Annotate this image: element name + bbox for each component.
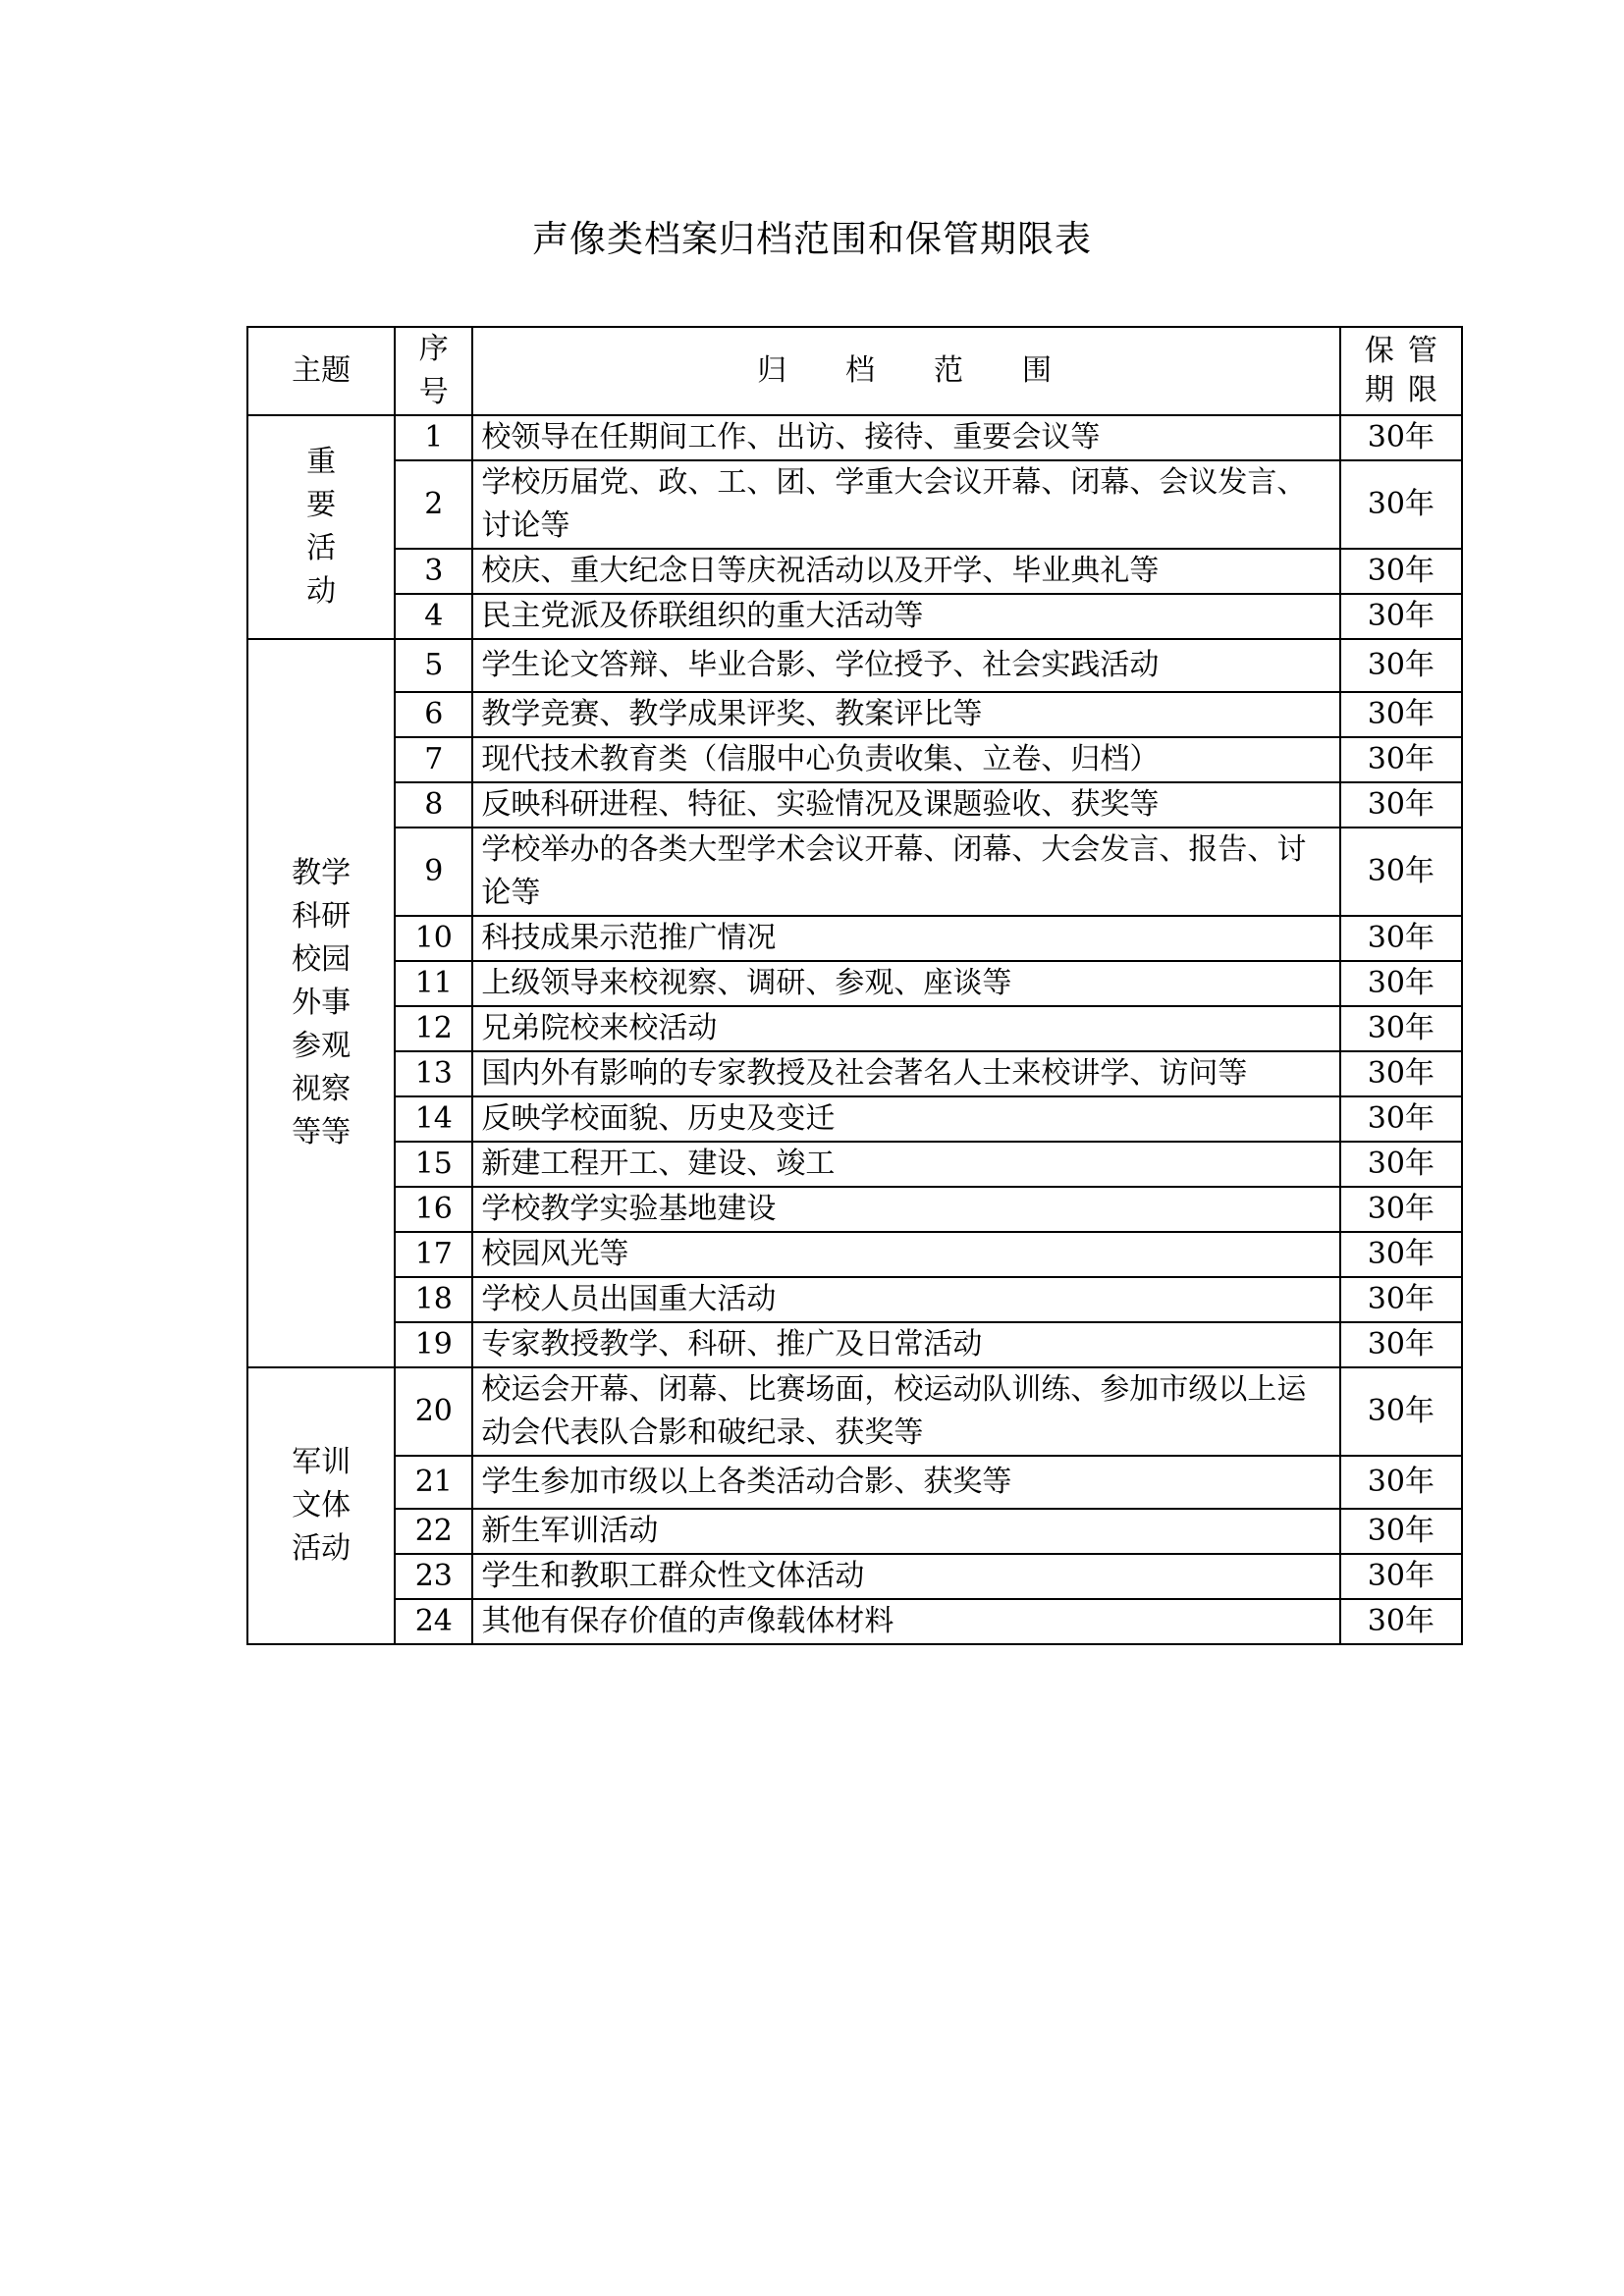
table-row <box>247 549 1462 594</box>
table-row <box>247 916 1462 961</box>
header-topic: 主题 <box>247 327 395 415</box>
table-row <box>247 639 1462 692</box>
table-row <box>247 1322 1462 1367</box>
table-row <box>247 1187 1462 1232</box>
seq-cell: 23 <box>395 1554 472 1599</box>
seq-cell: 19 <box>395 1322 472 1367</box>
scope-cell: 校园风光等 <box>472 1232 1339 1277</box>
table-row <box>247 1142 1462 1187</box>
period-cell: 30年 <box>1340 1322 1462 1367</box>
scope-cell: 反映学校面貌、历史及变迁 <box>472 1096 1339 1142</box>
scope-cell: 教学竞赛、教学成果评奖、教案评比等 <box>472 692 1339 737</box>
seq-cell: 4 <box>395 594 472 639</box>
seq-cell: 9 <box>395 828 472 916</box>
period-cell: 30年 <box>1340 460 1462 549</box>
topic-cell <box>247 639 395 1367</box>
scope-cell: 上级领导来校视察、调研、参观、座谈等 <box>472 961 1339 1006</box>
period-cell: 30年 <box>1340 594 1462 639</box>
header-seq: 序号 <box>395 327 472 415</box>
table-row <box>247 460 1462 549</box>
seq-cell: 24 <box>395 1599 472 1644</box>
topic-label: 军训 文体 活动 <box>292 1445 352 1566</box>
table-row <box>247 1509 1462 1554</box>
table-row <box>247 1232 1462 1277</box>
table-row <box>247 737 1462 782</box>
scope-cell: 国内外有影响的专家教授及社会著名人士来校讲学、访问等 <box>472 1051 1339 1096</box>
scope-cell: 反映科研进程、特征、实验情况及课题验收、获奖等 <box>472 782 1339 828</box>
scope-cell: 新生军训活动 <box>472 1509 1339 1554</box>
seq-cell: 14 <box>395 1096 472 1142</box>
seq-cell: 1 <box>395 415 472 460</box>
period-cell: 30年 <box>1340 639 1462 692</box>
seq-cell: 18 <box>395 1277 472 1322</box>
scope-cell: 学校历届党、政、工、团、学重大会议开幕、闭幕、会议发言、讨论等 <box>472 460 1339 549</box>
table-row <box>247 1554 1462 1599</box>
period-cell: 30年 <box>1340 737 1462 782</box>
period-cell: 30年 <box>1340 916 1462 961</box>
period-cell: 30年 <box>1340 1599 1462 1644</box>
scope-cell: 校领导在任期间工作、出访、接待、重要会议等 <box>472 415 1339 460</box>
table-row <box>247 1096 1462 1142</box>
seq-cell: 22 <box>395 1509 472 1554</box>
period-cell: 30年 <box>1340 1277 1462 1322</box>
seq-cell: 8 <box>395 782 472 828</box>
scope-cell: 兄弟院校来校活动 <box>472 1006 1339 1051</box>
table-body <box>247 415 1462 1644</box>
scope-cell: 学生和教职工群众性文体活动 <box>472 1554 1339 1599</box>
period-cell: 30年 <box>1340 1554 1462 1599</box>
table-row <box>247 961 1462 1006</box>
header-scope: 归档范围 <box>472 327 1339 415</box>
scope-cell: 新建工程开工、建设、竣工 <box>472 1142 1339 1187</box>
table-row <box>247 782 1462 828</box>
table-row <box>247 594 1462 639</box>
table-row <box>247 1051 1462 1096</box>
scope-cell: 学校教学实验基地建设 <box>472 1187 1339 1232</box>
period-cell: 30年 <box>1340 1456 1462 1509</box>
period-cell: 30年 <box>1340 1006 1462 1051</box>
archive-scope-table <box>246 326 1463 1645</box>
period-cell: 30年 <box>1340 1051 1462 1096</box>
period-cell: 30年 <box>1340 828 1462 916</box>
topic-cell <box>247 1367 395 1644</box>
period-cell: 30年 <box>1340 549 1462 594</box>
period-cell: 30年 <box>1340 415 1462 460</box>
scope-cell: 其他有保存价值的声像载体材料 <box>472 1599 1339 1644</box>
document-title: 声像类档案归档范围和保管期限表 <box>532 218 1092 260</box>
scope-cell: 校庆、重大纪念日等庆祝活动以及开学、毕业典礼等 <box>472 549 1339 594</box>
period-cell: 30年 <box>1340 782 1462 828</box>
seq-cell: 21 <box>395 1456 472 1509</box>
period-cell: 30年 <box>1340 961 1462 1006</box>
scope-cell: 学校举办的各类大型学术会议开幕、闭幕、大会发言、报告、讨论等 <box>472 828 1339 916</box>
table-row <box>247 828 1462 916</box>
seq-cell: 10 <box>395 916 472 961</box>
topic-label: 重 要 活 动 <box>306 445 337 609</box>
scope-cell: 专家教授教学、科研、推广及日常活动 <box>472 1322 1339 1367</box>
seq-cell: 20 <box>395 1367 472 1456</box>
seq-cell: 11 <box>395 961 472 1006</box>
scope-cell: 民主党派及侨联组织的重大活动等 <box>472 594 1339 639</box>
seq-cell: 6 <box>395 692 472 737</box>
seq-cell: 12 <box>395 1006 472 1051</box>
seq-cell: 16 <box>395 1187 472 1232</box>
seq-cell: 5 <box>395 639 472 692</box>
seq-cell: 17 <box>395 1232 472 1277</box>
seq-cell: 13 <box>395 1051 472 1096</box>
period-cell: 30年 <box>1340 1509 1462 1554</box>
period-cell: 30年 <box>1340 1096 1462 1142</box>
table-row <box>247 1006 1462 1051</box>
scope-cell: 校运会开幕、闭幕、比赛场面，校运动队训练、参加市级以上运动会代表队合影和破纪录、获奖等 <box>472 1367 1339 1456</box>
seq-cell: 7 <box>395 737 472 782</box>
period-cell: 30年 <box>1340 1367 1462 1456</box>
seq-cell: 2 <box>395 460 472 549</box>
scope-cell: 现代技术教育类（信服中心负责收集、立卷、归档） <box>472 737 1339 782</box>
scope-cell: 科技成果示范推广情况 <box>472 916 1339 961</box>
seq-cell: 15 <box>395 1142 472 1187</box>
period-cell: 30年 <box>1340 1232 1462 1277</box>
period-cell: 30年 <box>1340 1187 1462 1232</box>
topic-label: 教学 科研 校园 外事 参观 视察 等等 <box>292 856 352 1149</box>
table-row <box>247 1599 1462 1644</box>
table-row <box>247 1277 1462 1322</box>
period-cell: 30年 <box>1340 692 1462 737</box>
table-row <box>247 692 1462 737</box>
seq-cell: 3 <box>395 549 472 594</box>
table-row <box>247 1367 1462 1456</box>
scope-cell: 学校人员出国重大活动 <box>472 1277 1339 1322</box>
topic-cell <box>247 415 395 639</box>
scope-cell: 学生论文答辩、毕业合影、学位授予、社会实践活动 <box>472 639 1339 692</box>
table-row <box>247 415 1462 460</box>
period-cell: 30年 <box>1340 1142 1462 1187</box>
table-header-row <box>247 327 1462 415</box>
table-row <box>247 1456 1462 1509</box>
header-period: 保管期限 <box>1340 327 1462 415</box>
scope-cell: 学生参加市级以上各类活动合影、获奖等 <box>472 1456 1339 1509</box>
